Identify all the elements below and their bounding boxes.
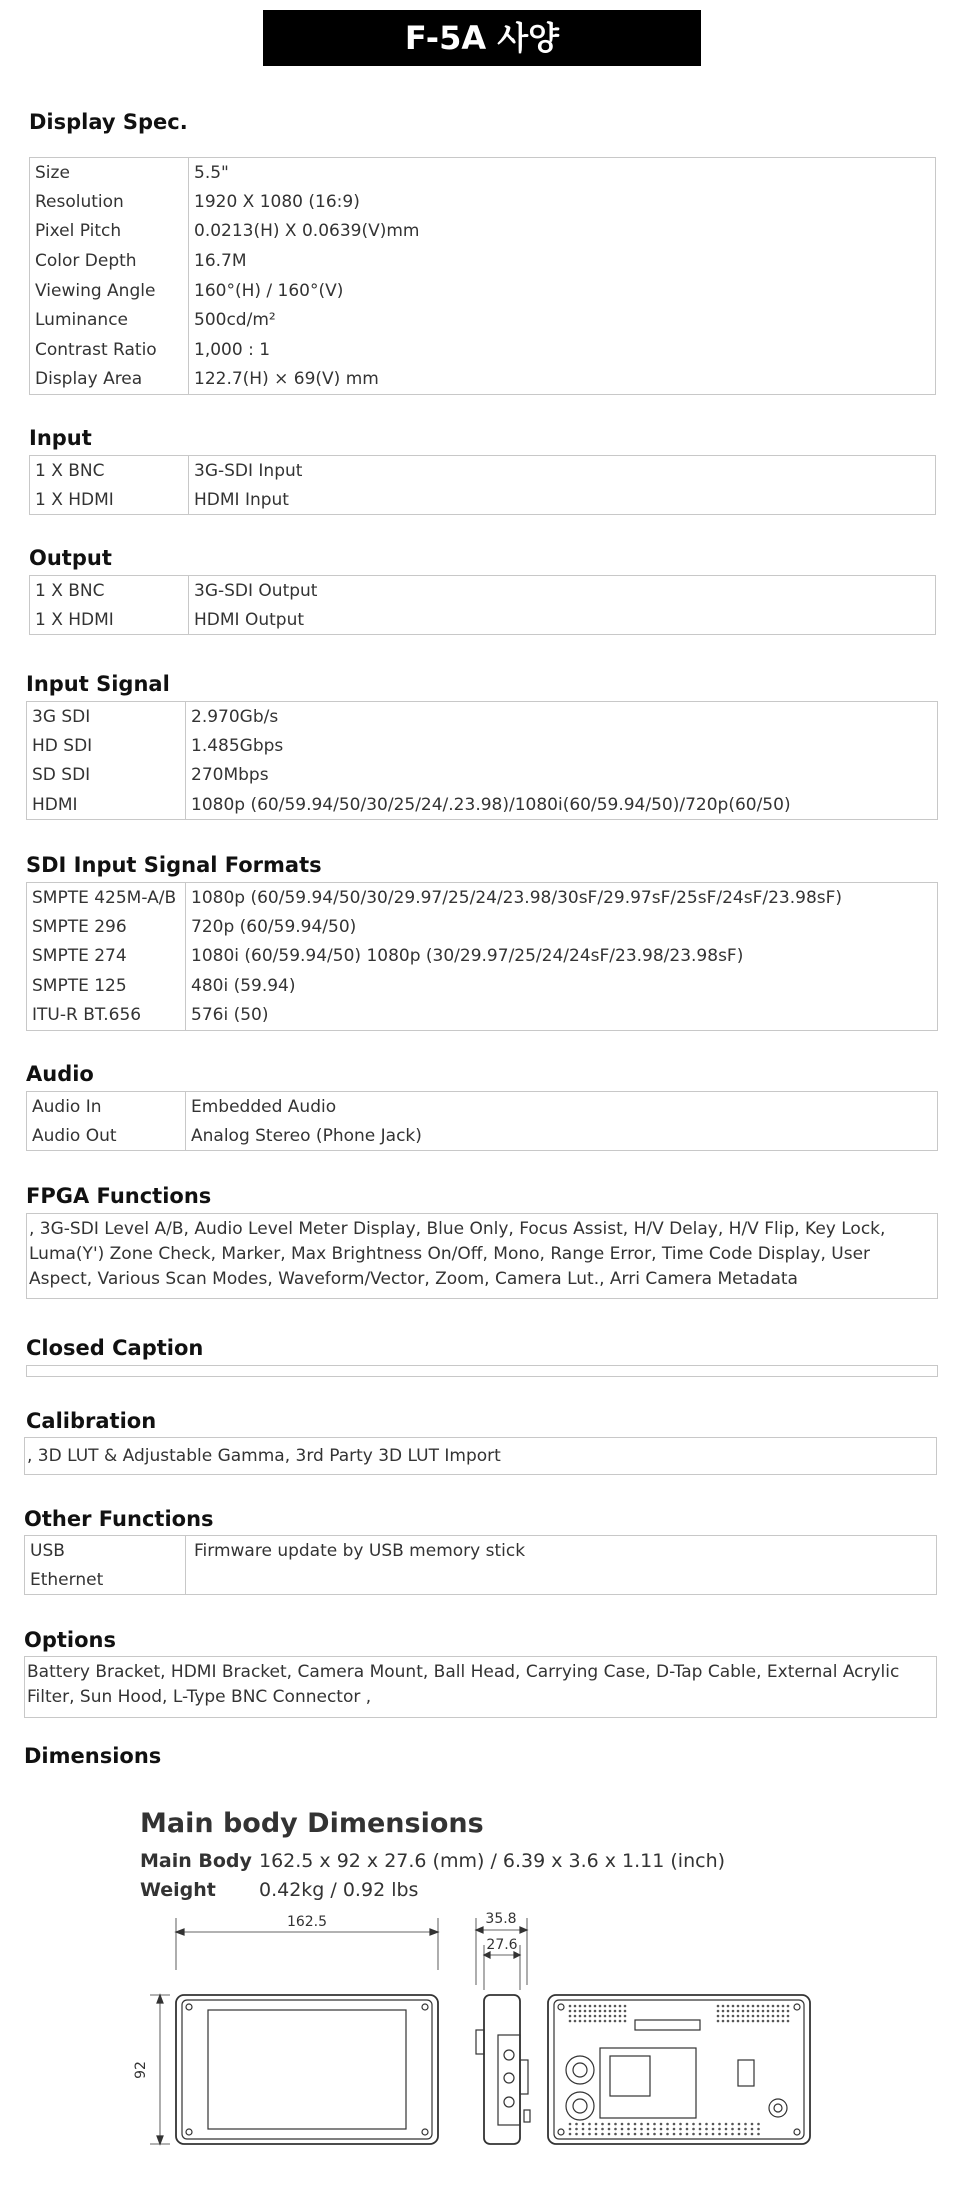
calibration-text: , 3D LUT & Adjustable Gamma, 3rd Party 3D LUT Import <box>24 1437 937 1475</box>
height-dimension-label: 92 <box>133 2061 149 2079</box>
table-row <box>27 1121 938 1151</box>
table-row <box>30 246 936 276</box>
spec-key: HDMI <box>27 790 186 820</box>
display-spec-table <box>29 157 936 395</box>
spec-key: Audio In <box>27 1092 186 1122</box>
section-title-options: Options <box>24 1628 116 1652</box>
other-key-usb: USB <box>25 1536 186 1566</box>
table-row <box>27 883 938 913</box>
spec-key: Display Area <box>30 365 189 395</box>
spec-key: SMPTE 125 <box>27 971 186 1001</box>
spec-key: SMPTE 274 <box>27 942 186 972</box>
table-row <box>27 790 938 820</box>
table-row <box>30 305 936 335</box>
spec-key: SMPTE 425M-A/B <box>27 883 186 913</box>
spec-key: HD SDI <box>27 731 186 761</box>
spec-key: Color Depth <box>30 246 189 276</box>
section-title-output: Output <box>29 546 112 570</box>
fpga-functions-text: , 3G-SDI Level A/B, Audio Level Meter Display, Blue Only, Focus Assist, H/V Delay, H/V Flip, Key Lock, Luma(Y') Zone Check, Marker, Max Brightness On/Off, Mono, Range Error, Time Code Display, User Aspect, Various Scan Modes, Waveform/Vector, Zoom, Camera Lut., Arri Camera Metadata <box>26 1213 938 1299</box>
spec-value: 1920 X 1080 (16:9) <box>194 191 360 212</box>
spec-key: Viewing Angle <box>30 276 189 306</box>
spec-key: SD SDI <box>27 761 186 791</box>
output-table <box>29 575 936 635</box>
spec-value: HDMI Output <box>194 609 305 630</box>
depth-outer-dimension-label: 35.8 <box>485 1911 517 1927</box>
closed-caption-box <box>26 1365 938 1377</box>
table-row <box>30 158 936 188</box>
table-row <box>27 1092 938 1122</box>
section-title-sdi-formats: SDI Input Signal Formats <box>26 853 322 877</box>
spec-value: 3G-SDI Output <box>194 580 318 601</box>
spec-value: 480i (59.94) <box>191 976 296 997</box>
spec-key: Contrast Ratio <box>30 335 189 365</box>
spec-value: 0.0213(H) X 0.0639(V)mm <box>194 221 420 242</box>
table-row <box>30 365 936 395</box>
spec-value: 122.7(H) × 69(V) mm <box>194 369 379 390</box>
spec-key: SMPTE 296 <box>27 912 186 942</box>
main-body-row <box>140 1850 725 1872</box>
table-row <box>27 942 938 972</box>
sdi-formats-table <box>26 882 938 1031</box>
weight-label: Weight <box>140 1879 216 1901</box>
section-title-input: Input <box>29 426 92 450</box>
spec-value: 1080p (60/59.94/50/30/29.97/25/24/23.98/30sF/29.97sF/25sF/24sF/23.98sF) <box>191 887 843 908</box>
options-text: Battery Bracket, HDMI Bracket, Camera Mount, Ball Head, Carrying Case, D-Tap Cable, External Acrylic Filter, Sun Hood, L-Type BNC Connector , <box>24 1656 937 1718</box>
other-key-ethernet: Ethernet <box>25 1565 186 1595</box>
spec-value: 5.5" <box>194 162 229 183</box>
section-title-fpga: FPGA Functions <box>26 1184 212 1208</box>
spec-key: 1 X BNC <box>30 576 189 606</box>
table-row <box>30 605 936 635</box>
spec-value: 1,000 : 1 <box>194 339 271 360</box>
table-row <box>27 702 938 732</box>
spec-value: 576i (50) <box>191 1005 269 1026</box>
spec-value: HDMI Input <box>194 489 289 510</box>
section-title-other-functions: Other Functions <box>24 1507 214 1531</box>
weight-row <box>140 1879 418 1901</box>
spec-value: 160°(H) / 160°(V) <box>194 280 344 301</box>
section-title-display: Display Spec. <box>29 110 188 134</box>
table-row <box>27 912 938 942</box>
table-row <box>30 576 936 606</box>
section-title-input-signal: Input Signal <box>26 672 170 696</box>
table-row <box>30 187 936 217</box>
spec-key: 1 X BNC <box>30 456 189 486</box>
weight-value: 0.42kg / 0.92 lbs <box>259 1879 419 1901</box>
table-row <box>27 761 938 791</box>
spec-key: Size <box>30 158 189 188</box>
section-title-audio: Audio <box>26 1062 94 1086</box>
spec-key: 1 X HDMI <box>30 485 189 515</box>
table-row <box>27 971 938 1001</box>
spec-value: Analog Stereo (Phone Jack) <box>191 1125 422 1146</box>
dimension-drawing <box>130 1910 830 2170</box>
width-dimension-label: 162.5 <box>286 1914 328 1930</box>
input-table <box>29 455 936 515</box>
table-row <box>30 217 936 247</box>
table-row <box>27 1001 938 1031</box>
spec-value: 500cd/m² <box>194 310 276 331</box>
spec-value: 270Mbps <box>191 765 269 786</box>
spec-value: 1.485Gbps <box>191 735 284 756</box>
table-row <box>30 276 936 306</box>
spec-value: 3G-SDI Input <box>194 460 303 481</box>
spec-value: 1080i (60/59.94/50) 1080p (30/29.97/25/24/24sF/23.98/23.98sF) <box>191 946 744 967</box>
audio-table <box>26 1091 938 1151</box>
spec-key: Luminance <box>30 305 189 335</box>
section-title-closed-caption: Closed Caption <box>26 1336 204 1360</box>
spec-key: ITU-R BT.656 <box>27 1001 186 1031</box>
other-value: Firmware update by USB memory stick <box>194 1540 526 1561</box>
table-row <box>30 335 936 365</box>
table-row <box>30 456 936 486</box>
spec-value: 720p (60/59.94/50) <box>191 916 357 937</box>
main-body-value: 162.5 x 92 x 27.6 (mm) / 6.39 x 3.6 x 1.11 (inch) <box>259 1850 726 1872</box>
spec-key: 3G SDI <box>27 702 186 732</box>
spec-value: 2.970Gb/s <box>191 706 279 727</box>
depth-inner-dimension-label: 27.6 <box>486 1937 518 1953</box>
section-title-dimensions: Dimensions <box>24 1744 162 1765</box>
table-row <box>30 485 936 515</box>
spec-value: Embedded Audio <box>191 1096 337 1117</box>
main-body-dimensions-title: Main body Dimensions <box>140 1808 484 1839</box>
spec-value: 16.7M <box>194 251 247 272</box>
page-title: F-5A 사양 <box>263 10 701 66</box>
spec-key: 1 X HDMI <box>30 605 189 635</box>
spec-value: 1080p (60/59.94/50/30/25/24/.23.98)/1080i(60/59.94/50)/720p(60/50) <box>191 794 791 815</box>
other-functions-table <box>24 1535 937 1595</box>
spec-key: Pixel Pitch <box>30 217 189 247</box>
input-signal-table <box>26 701 938 820</box>
section-title-calibration: Calibration <box>26 1409 157 1433</box>
main-body-label: Main Body <box>140 1850 252 1872</box>
table-row <box>27 731 938 761</box>
spec-key: Audio Out <box>27 1121 186 1151</box>
spec-key: Resolution <box>30 187 189 217</box>
